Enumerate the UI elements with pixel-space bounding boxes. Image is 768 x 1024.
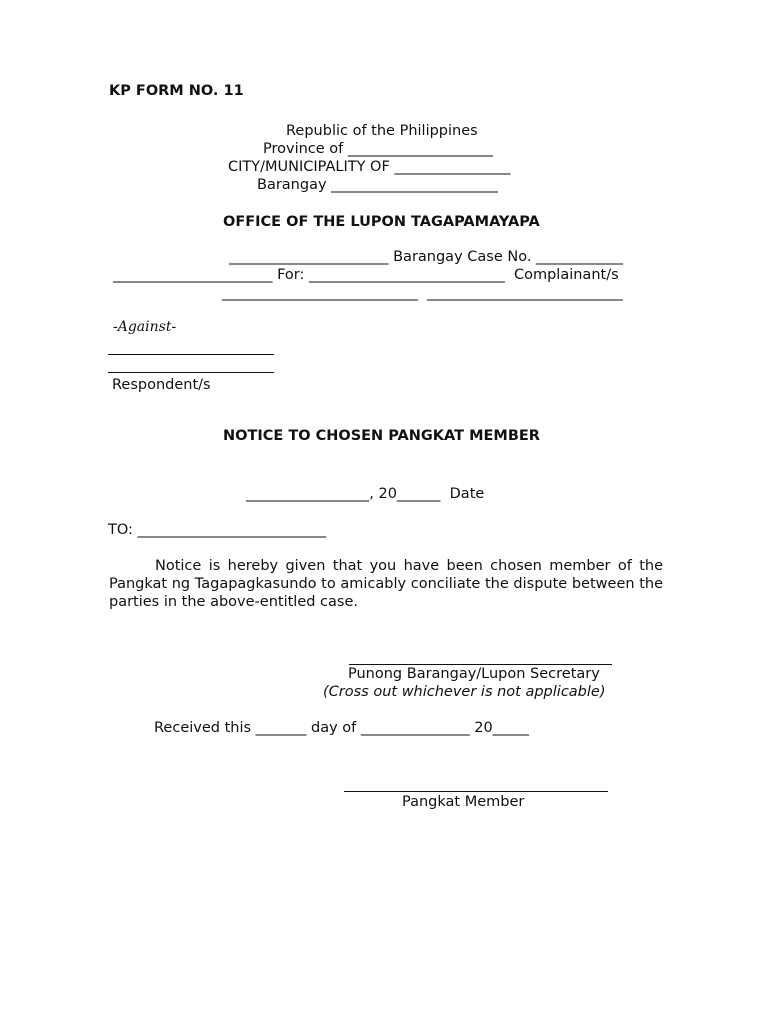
to-line: TO: __________________________ bbox=[108, 522, 327, 538]
signature-line-pangkat-member bbox=[344, 791, 608, 792]
complainant-for-line: ______________________ For: ___________________________ Complainant/s bbox=[113, 267, 619, 283]
case-number-line: ______________________ Barangay Case No. ____________ bbox=[229, 249, 624, 265]
signatory-title: Punong Barangay/Lupon Secretary bbox=[348, 666, 600, 682]
against-label: -Against- bbox=[113, 319, 177, 335]
city-line: CITY/MUNICIPALITY OF ________________ bbox=[228, 159, 511, 175]
signatory-note: (Cross out whichever is not applicable) bbox=[323, 684, 606, 700]
notice-title: NOTICE TO CHOSEN PANGKAT MEMBER bbox=[223, 428, 540, 444]
office-title: OFFICE OF THE LUPON TAGAPAMAYAPA bbox=[223, 214, 540, 230]
received-line: Received this _______ day of _______________ 20_____ bbox=[154, 720, 529, 736]
complainant-blank-line: ___________________________ ___________________________ bbox=[222, 285, 623, 301]
respondent-blank-1 bbox=[108, 354, 274, 355]
pangkat-member-label: Pangkat Member bbox=[402, 794, 525, 810]
province-line: Province of ____________________ bbox=[263, 141, 493, 157]
respondent-blank-2 bbox=[108, 372, 274, 373]
date-line: _________________, 20______ Date bbox=[246, 486, 485, 502]
republic-line: Republic of the Philippines bbox=[286, 123, 478, 139]
notice-body: Notice is hereby given that you have been chosen member of the Pangkat ng Tagapagkasundo to amicably conciliate the dispute between the parties in the above-entitled case. bbox=[109, 558, 663, 610]
respondent-label: Respondent/s bbox=[112, 377, 211, 393]
barangay-line: Barangay _______________________ bbox=[257, 177, 498, 193]
form-number: KP FORM NO. 11 bbox=[109, 83, 244, 99]
